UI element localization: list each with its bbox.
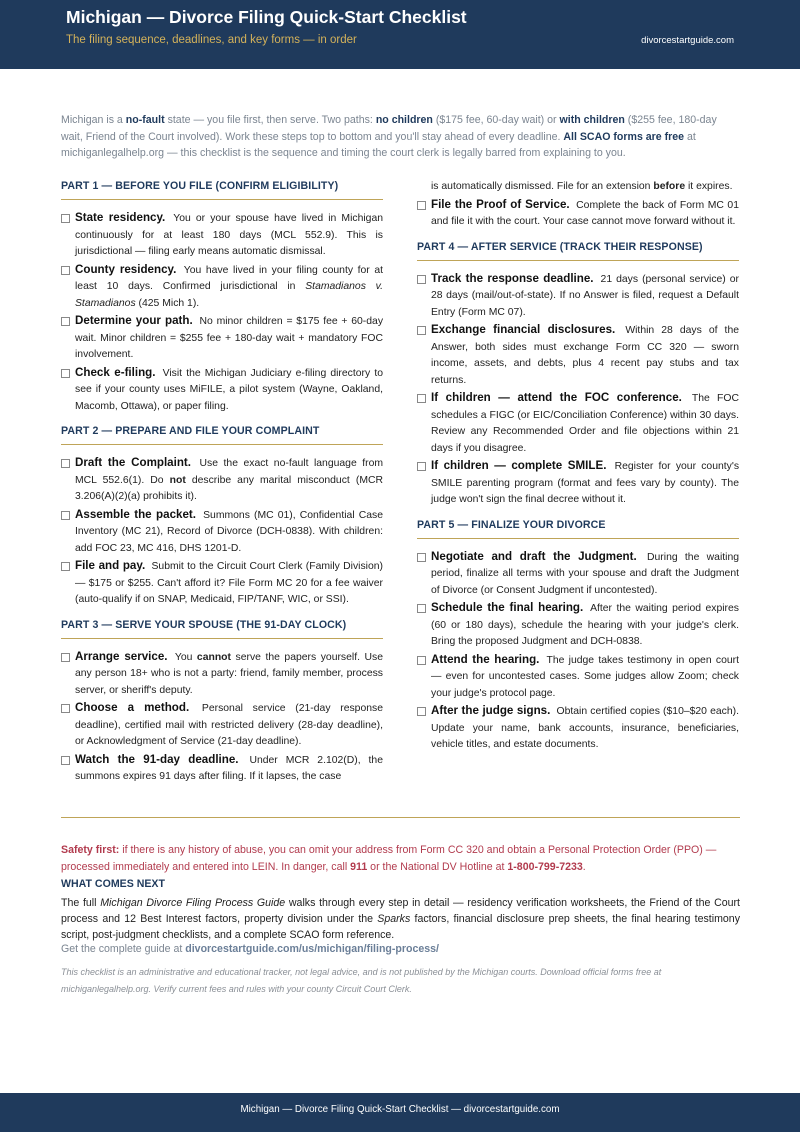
next-text: walks through every step in detail — residency verification worksheets, the Friend of the Court process and 12 Best Interest factors, property division under the (61, 897, 741, 925)
next-text: The full (61, 897, 101, 909)
item-lead: Determine your path. (75, 314, 193, 327)
checklist-item (417, 600, 739, 651)
checkbox[interactable] (417, 656, 426, 665)
checklist-item (417, 703, 739, 754)
item-text: (425 Mich 1). (135, 297, 200, 309)
checkbox[interactable] (61, 317, 70, 326)
item-lead: Assemble the packet. (75, 507, 197, 521)
checklist-item (61, 455, 383, 506)
item-text: is automatically dismissed. File for an extension (431, 181, 654, 192)
safety-text: if there is any history of abuse, you can omit your address from Form CC 320 and obtain a Personal Protection Order (PPO) — processed immediately and entered into LEIN. In danger, call (61, 844, 717, 873)
item-text: Personal service (21-day response deadline), certified mail with restricted delivery (28-day deadline), or Acknowledgment of Service (21-day deadline). (75, 703, 383, 747)
part-3-heading: PART 3 — SERVE YOUR SPOUSE (THE 91-DAY CLOCK) (61, 619, 383, 639)
item-text: serve the papers yourself. Use any person 18+ who is not a party: friend, family member, process server, or sheriff's deputy. (75, 651, 383, 696)
checklist-item (61, 365, 383, 416)
case-citation: Stamadianos v. Stamadianos (75, 281, 383, 309)
item-emphasis: not (169, 474, 186, 486)
checklist-item (61, 313, 383, 364)
item-lead: Arrange service. (75, 649, 168, 663)
page-subtitle: The filing sequence, deadlines, and key forms — in order (66, 34, 357, 46)
checklist-item (417, 458, 739, 509)
checklist-item (61, 700, 383, 751)
right-column (417, 179, 739, 755)
checklist-item (61, 262, 383, 313)
left-column (61, 180, 383, 787)
page-header (0, 0, 800, 69)
checklist-item-continued (417, 179, 739, 196)
checklist-item (61, 558, 383, 609)
item-lead: File the Proof of Service. (431, 197, 570, 211)
item-text: Complete the back of Form MC 01 and file it with the court. Your case cannot move forward without it. (431, 199, 739, 227)
checklist-item (417, 271, 739, 322)
checkbox[interactable] (61, 704, 70, 713)
safety-text: . (582, 860, 586, 873)
checklist-item (61, 507, 383, 558)
emergency-number: 911 (350, 860, 368, 873)
item-text: describe any marital misconduct (MCR 3.206(A)(2)(a) prohibits it). (75, 474, 383, 502)
item-lead: Negotiate and draft the Judgment. (431, 549, 637, 563)
checklist-item (61, 210, 383, 261)
part-5-section (417, 519, 739, 754)
checklist-item (417, 652, 739, 703)
item-emphasis: cannot (196, 651, 231, 663)
item-text: After the waiting period expires (60 or 180 days), schedule the hearing with your judge's clerk. Bring the proposed Judgment and DCH-0838. (431, 603, 739, 647)
what-comes-next-body (61, 895, 740, 943)
page-footer (0, 1093, 800, 1132)
header-site-link[interactable]: divorcestartguide.com (641, 35, 734, 46)
item-lead: If children — complete SMILE. (431, 459, 607, 472)
item-text: The FOC schedules a FIGC (or EIC/Conciliation Conference) within 30 days. Review any Recommended Order and file objections within 21 days if you disagree. (431, 393, 739, 454)
part-5-heading: PART 5 — FINALIZE YOUR DIVORCE (417, 519, 739, 539)
safety-lead: Safety first: (61, 844, 120, 856)
checklist-item (417, 197, 739, 231)
intro-paragraph (61, 112, 740, 162)
item-lead: Track the response deadline. (431, 271, 594, 285)
footer-text: Michigan — Divorce Filing Quick-Start Checklist — divorcestartguide.com (240, 1104, 560, 1115)
page-title: Michigan — Divorce Filing Quick-Start Checklist (66, 7, 467, 27)
intro-emphasis: All SCAO forms are free (563, 130, 685, 143)
part-2-section (61, 425, 383, 609)
checklist-item (417, 549, 739, 600)
checkbox[interactable] (417, 553, 426, 562)
get-guide-line (61, 943, 439, 955)
checkbox[interactable] (61, 562, 70, 571)
item-text: No minor children = $175 fee + 60-day wait. Minor children = $255 fee + 180-day wait + mandatory FOC involvement. (75, 316, 384, 360)
next-text: factors, financial disclosure prep sheets, the final hearing testimony script, post-judgment checklists, and a complete SCAO form reference. (61, 913, 740, 941)
item-text: You (174, 651, 197, 663)
item-text: Obtain certified copies ($10–$20 each). Update your name, bank accounts, insurance, beneficiaries, vehicle titles, and estate documents. (431, 706, 740, 750)
checkbox[interactable] (61, 369, 70, 378)
item-lead: State residency. (75, 211, 166, 224)
item-lead: County residency. (75, 262, 177, 276)
part-4-heading: PART 4 — AFTER SERVICE (TRACK THEIR RESPONSE) (417, 241, 739, 261)
item-lead: After the judge signs. (431, 704, 551, 717)
case-name: Sparks (377, 913, 411, 925)
part-3-section (61, 619, 383, 786)
intro-text: ($255 fee, 180-day wait, Friend of the Court involved). Work these steps top to bottom and you'll stay ahead of every deadline. (61, 114, 717, 143)
checkbox[interactable] (61, 653, 70, 662)
item-text: Within 28 days of the Answer, both sides must exchange Form CC 320 — sworn income, assets, and debts, plus 4 recent pay stubs and tax returns. (431, 325, 740, 386)
item-text: Use the exact no-fault language from MCL 552.6(1). Do (75, 458, 384, 486)
checklist-item (417, 322, 739, 389)
item-emphasis: before (653, 181, 686, 192)
item-lead: Watch the 91-day deadline. (75, 752, 239, 766)
checkbox[interactable] (417, 326, 426, 335)
checkbox[interactable] (417, 462, 426, 471)
intro-emphasis: with children (559, 114, 625, 126)
item-text: Register for your county's SMILE parenting program (format and fees vary by county). The judge won't sign the final decree without it. (431, 461, 740, 505)
item-text: During the waiting period, finalize all terms with your spouse and draft the Judgment of Divorce (or Consent Judgment if uncontested). (431, 551, 739, 596)
part-4-section (417, 241, 739, 509)
intro-text: ($175 fee, 60-day wait) or (432, 114, 560, 126)
disclaimer: This checklist is an administrative and educational tracker, not legal advice, and is not published by the Michigan courts. Download official forms free at michiganlegalhelp.org. Verify current fees and rules with your county Circuit Court Clerk. (61, 967, 662, 994)
checklist-item (417, 390, 739, 457)
checkbox[interactable] (417, 201, 426, 210)
item-lead: Attend the hearing. (431, 652, 540, 666)
item-text: You have lived in your filing county for at least 10 days. Confirmed jurisdictional in (75, 264, 383, 292)
safety-notice (61, 842, 740, 875)
checkbox[interactable] (417, 275, 426, 284)
checkbox[interactable] (61, 459, 70, 468)
checkbox[interactable] (417, 394, 426, 403)
item-lead: Choose a method. (75, 701, 190, 714)
checkbox[interactable] (61, 511, 70, 520)
item-lead: If children — attend the FOC conference. (431, 391, 682, 404)
part-1-section (61, 180, 383, 415)
get-guide-text: Get the complete guide at (61, 943, 186, 955)
item-text: The judge takes testimony in open court — even for uncontested cases. Some judges allow Zoom; check your judge's protocol page. (431, 654, 739, 699)
part-1-heading: PART 1 — BEFORE YOU FILE (CONFIRM ELIGIBILITY) (61, 180, 383, 200)
guide-title: Michigan Divorce Filing Process Guide (100, 897, 286, 909)
item-text: it expires. (685, 181, 733, 192)
checklist-item (61, 649, 383, 700)
intro-text: at michiganlegalhelp.org — this checklist is the sequence and timing the court clerk is legally barred from explaining to you. (61, 130, 696, 159)
item-lead: File and pay. (75, 559, 146, 572)
checkbox[interactable] (417, 604, 426, 613)
item-text: Submit to the Circuit Court Clerk (Family Division) — $175 or $255. Can't afford it? File Form MC 20 for a fee waiver (auto-qualify if on SNAP, Medicaid, FIP/TANF, WIC, or SSI). (75, 561, 383, 605)
item-lead: Draft the Complaint. (75, 456, 192, 469)
safety-text: or the National DV Hotline at (367, 860, 508, 873)
hotline-number: 1-800-799-7233 (507, 860, 583, 873)
intro-emphasis: no-fault (125, 114, 165, 126)
item-text: Summons (MC 01), Confidential Case Inventory (MC 21), Record of Divorce (DCH-0838). With children: add FOC 23, MC 416, DHS 1201-D. (75, 509, 383, 554)
item-text: You or your spouse have lived in Michigan continuously for at least 180 days (MCL 552.9). This is jurisdictional — filing early means automatic dismissal. (75, 213, 383, 257)
checkbox[interactable] (417, 707, 426, 716)
intro-text: Michigan is a (61, 114, 126, 126)
intro-text: state — you file first, then serve. Two paths: (164, 114, 376, 126)
part-2-heading: PART 2 — PREPARE AND FILE YOUR COMPLAINT (61, 425, 383, 445)
item-lead: Schedule the final hearing. (431, 601, 584, 614)
checkbox[interactable] (61, 756, 70, 765)
item-lead: Check e-filing. (75, 365, 156, 379)
checklist-item (61, 752, 383, 786)
item-text: 21 days (personal service) or 28 days (mail/out-of-state). If no Answer is filed, request a Default Entry (Form MC 07). (431, 273, 740, 318)
item-text: Visit the Michigan Judiciary e-filing directory to see if your county uses MiFILE, a pilot system (Wayne, Oakland, Macomb, Ottawa), or paper filing. (75, 367, 383, 412)
item-text: Under MCR 2.102(D), the summons expires 91 days after filing. If it lapses, the case (75, 754, 383, 782)
what-comes-next-heading: WHAT COMES NEXT (61, 878, 165, 890)
checkbox[interactable] (61, 266, 70, 275)
section-divider (61, 817, 740, 818)
checkbox[interactable] (61, 214, 70, 223)
guide-link[interactable]: divorcestartguide.com/us/michigan/filing-process/ (185, 943, 439, 955)
item-lead: Exchange financial disclosures. (431, 323, 616, 336)
intro-emphasis: no children (375, 114, 433, 126)
